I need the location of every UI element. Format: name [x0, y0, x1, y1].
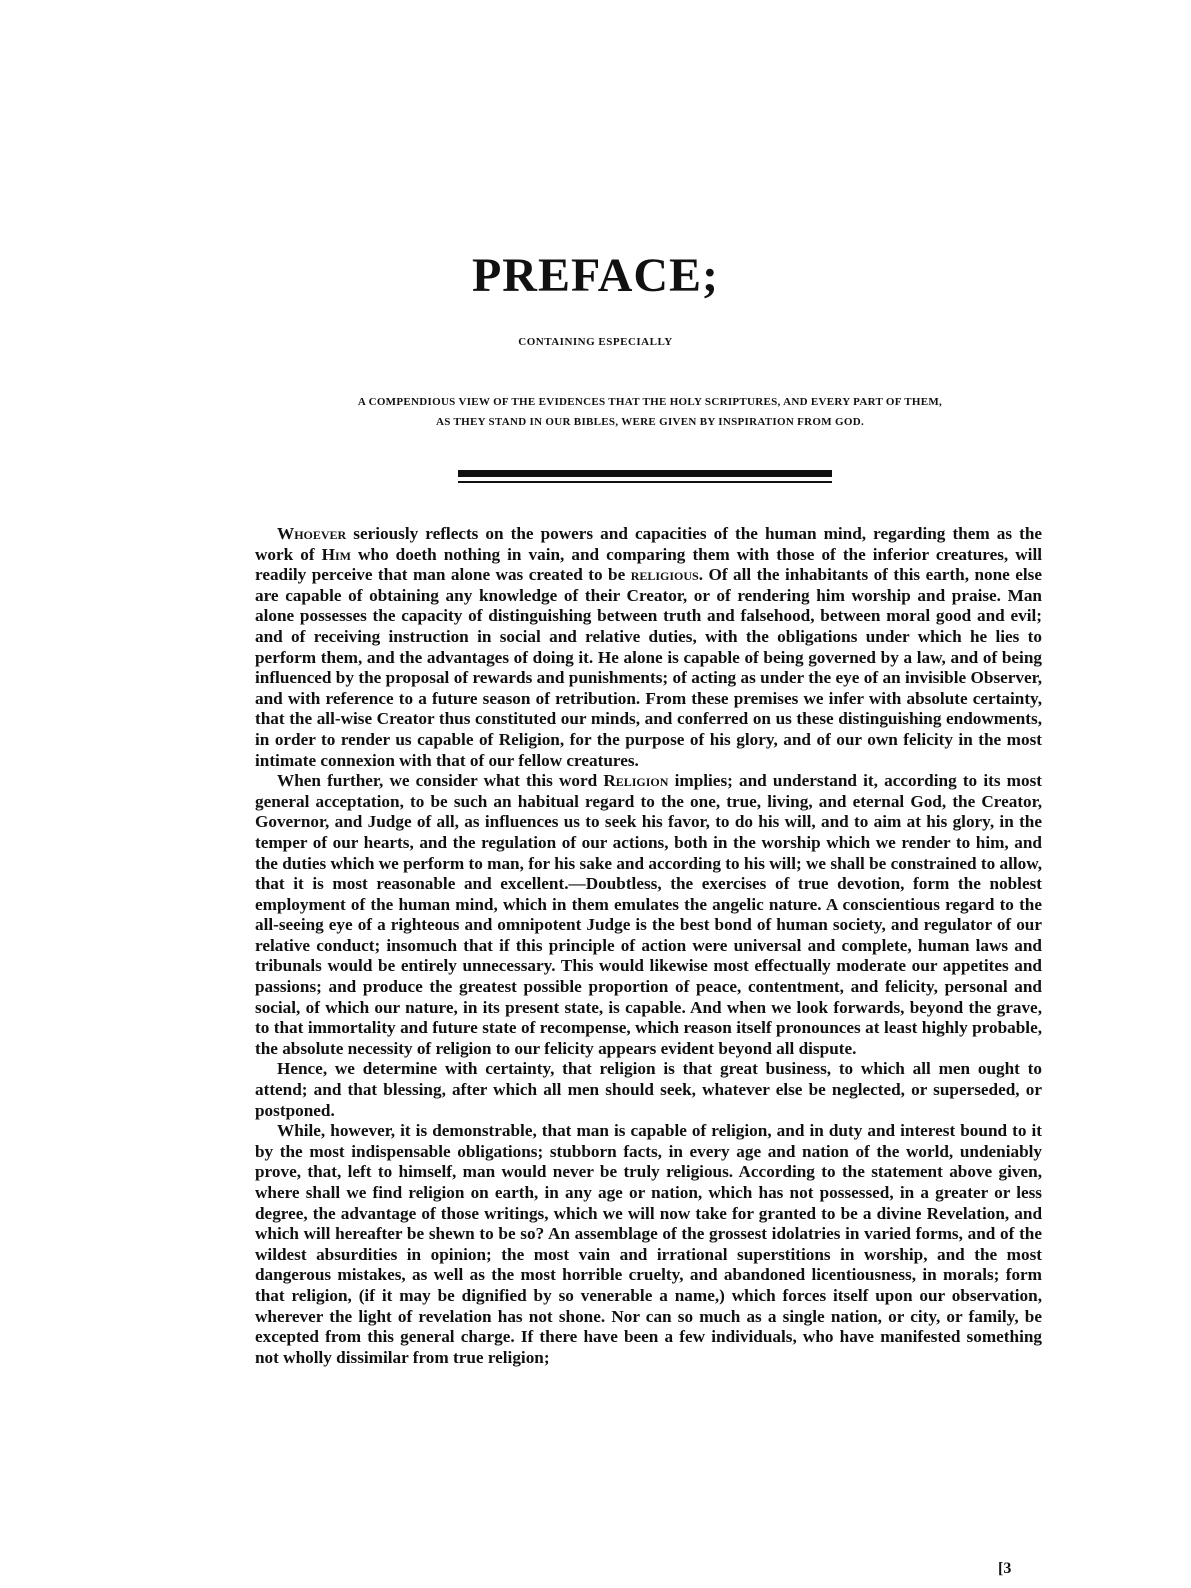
ornamental-rule-thin [458, 481, 832, 483]
title-description [250, 392, 1050, 432]
paragraph-2: When further, we consider what this word Religion implies; and understand it, according to its most general acceptation, to be such an habitual regard to the one, true, living, and eternal God, the Creator, Governor, and Judge of all, as influences us to seek his favor, to do his will, and to aim at his glory, in the temper of our hearts, and the regulation of our actions, both in the worship which we render to him, and the duties which we perform to man, for his sake and according to his will; we shall be constrained to allow, that it is most reasonable and excellent.—Doubtless, the exercises of true devotion, form the noblest employment of the human mind, which in them emulates the angelic nature. A conscientious regard to the all-seeing eye of a righteous and omnipotent Judge is the best bond of human society, and regulator of our relative conduct; insomuch that if this principle of action were universal and complete, human laws and tribunals would be entirely unnecessary. This would likewise most effectually moderate our appetites and passions; and produce the greatest possible proportion of peace, contentment, and felicity, personal and social, of which our nature, in its present state, is capable. And when we look forwards, beyond the grave, to that immortality and future state of recompense, which reason itself pronounces at least highly probable, the absolute necessity of religion to our felicity appears evident beyond all dispute. [255, 771, 1043, 1058]
body-text [255, 524, 1042, 1368]
signature-mark: [3 [998, 1560, 1012, 1577]
description-line-1: A COMPENDIOUS VIEW OF THE EVIDENCES THAT THE HOLY SCRIPTURES, AND EVERY PART OF THEM, [357, 396, 943, 408]
paragraph-3: Hence, we determine with certainty, that religion is that great business, to which all men ought to attend; and that blessing, after which all men should seek, whatever else be neglected, or superseded, or postponed. [255, 1059, 1042, 1120]
page-subtitle: CONTAINING ESPECIALLY [518, 336, 673, 348]
description-line-2: AS THEY STAND IN OUR BIBLES, WERE GIVEN BY INSPIRATION FROM GOD. [435, 416, 864, 428]
lead-word: Whoever [277, 524, 347, 543]
ornamental-rule-thick [458, 470, 832, 477]
page-title: PREFACE; [471, 249, 720, 302]
paragraph-1: Whoever seriously reflects on the powers and capacities of the human mind, regarding them as the work of Him who doeth nothing in vain, and comparing them with those of the inferior creatures, will readily perceive that man alone was created to be religious. Of all the inhabitants of this earth, none else are capable of obtaining any knowledge of their Creator, or of rendering him worship and praise. Man alone possesses the capacity of distinguishing between truth and falsehood, between moral good and evil; and of receiving instruction in social and relative duties, with the obligations under which he lies to perform them, and the advantages of doing it. He alone is capable of being governed by a law, and of being influenced by the proposal of rewards and punishments; of acting as under the eye of an invisible Observer, and with reference to a future season of retribution. From these premises we infer with absolute certainty, that the all-wise Creator thus constituted our minds, and conferred on us these distinguishing endowments, in order to render us capable of Religion, for the purpose of his glory, and of our own felicity in the most intimate connexion with that of our fellow creatures. [255, 524, 1043, 770]
paragraph-4: While, however, it is demonstrable, that man is capable of religion, and in duty and interest bound to it by the most indispensable obligations; stubborn facts, in every age and nation of the world, undeniably prove, that, left to himself, man would never be truly religious. According to the statement above given, where shall we find religion on earth, in any age or nation, which has not possessed, in a greater or less degree, the advantage of those writings, which we will now take for granted to be a divine Revelation, and which will hereafter be shewn to be so? An assemblage of the grossest idolatries in varied forms, and of the wildest absurdities in opinion; the most vain and irrational superstitions in worship, and the most dangerous mistakes, as well as the most horrible cruelty, and abandoned licentiousness, in morals; form that religion, (if it may be dignified by so venerable a name,) which forces itself upon our observation, wherever the light of revelation has not shone. Nor can so much as a single nation, or city, or family, be excepted from this general charge. If there have been a few individuals, who have manifested something not wholly dissimilar from true religion; [255, 1121, 1042, 1367]
